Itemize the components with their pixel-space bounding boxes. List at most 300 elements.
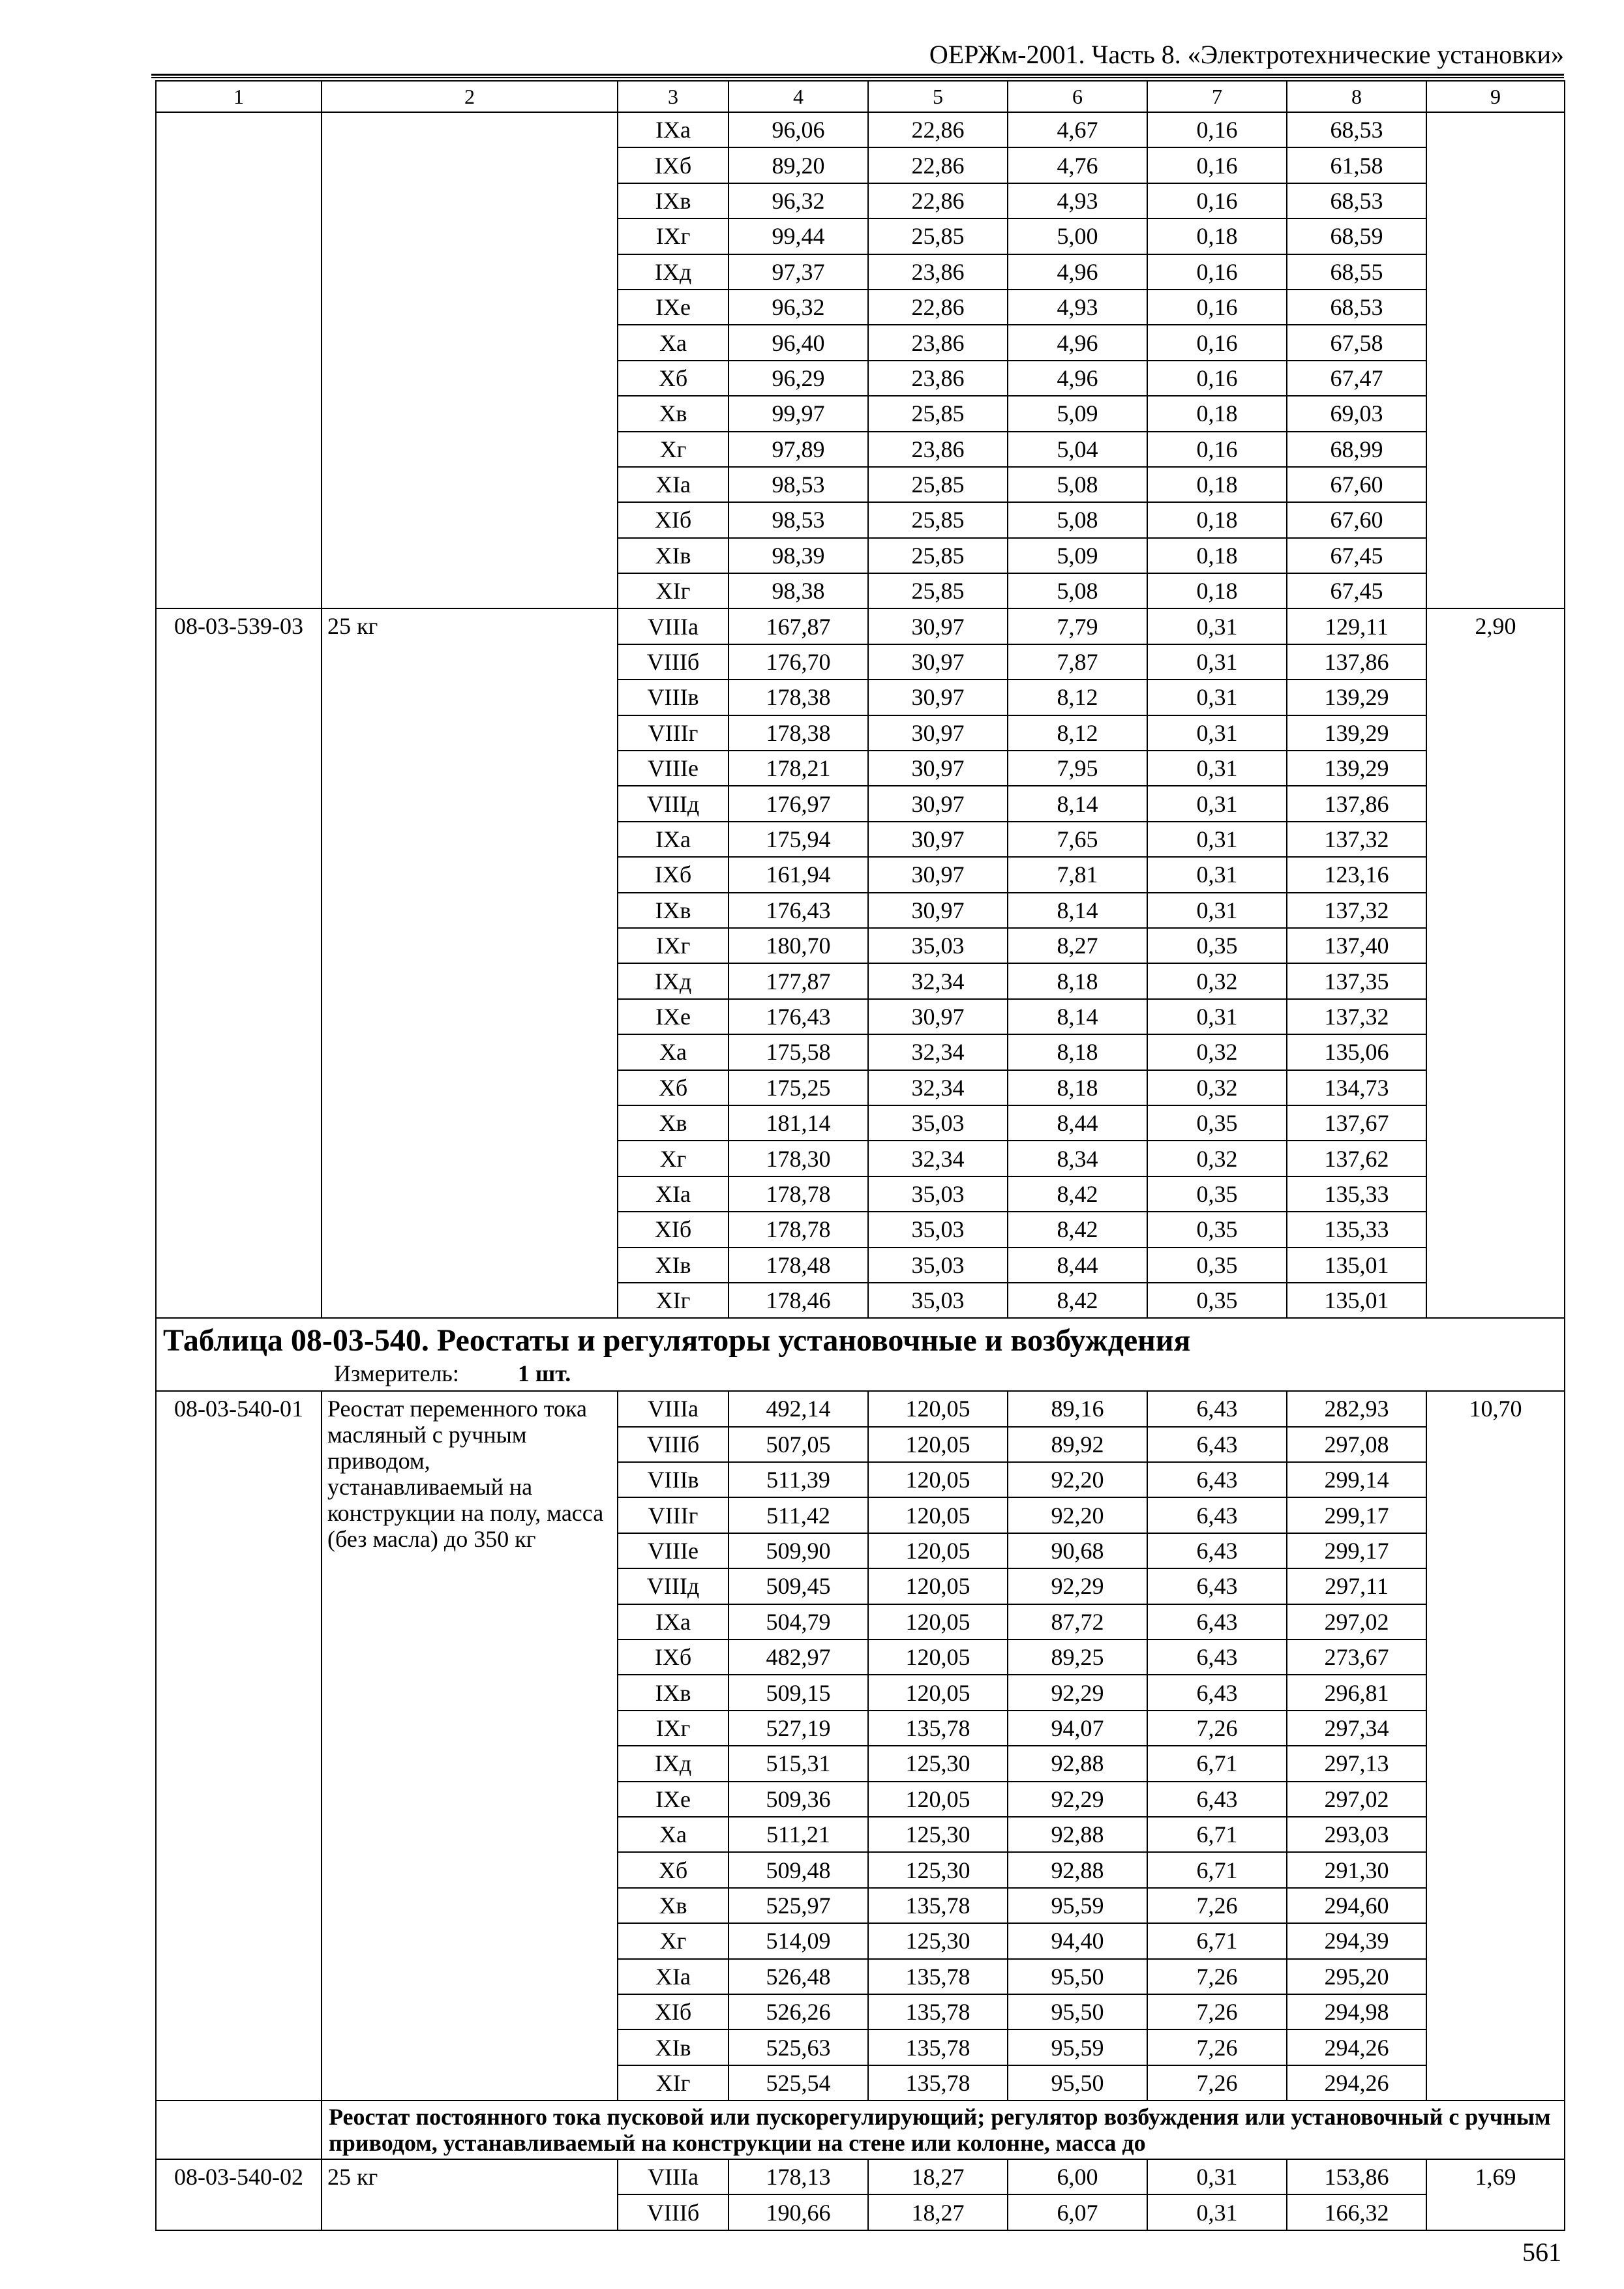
value-cell: 120,05 (868, 1604, 1008, 1639)
value-cell: 98,38 (729, 573, 868, 608)
value-cell: 0,16 (1147, 112, 1287, 147)
column-number-7: 7 (1147, 81, 1287, 112)
value-cell: 8,44 (1008, 1105, 1147, 1141)
value-cell: 8,42 (1008, 1212, 1147, 1247)
value-cell: 178,38 (729, 680, 868, 715)
value-cell: 120,05 (868, 1427, 1008, 1462)
value-cell: 25,85 (868, 467, 1008, 502)
value-cell: 7,65 (1008, 822, 1147, 857)
zone-cell: IXа (618, 1604, 729, 1639)
zone-cell: XIв (618, 538, 729, 573)
value-cell: 6,43 (1147, 1782, 1287, 1817)
value-cell: 8,44 (1008, 1248, 1147, 1283)
value-cell: 7,26 (1147, 1959, 1287, 1994)
zone-cell: VIIIе (618, 1533, 729, 1568)
value-cell: 0,16 (1147, 325, 1287, 360)
value-cell: 6,71 (1147, 1923, 1287, 1958)
zone-cell: XIа (618, 1176, 729, 1212)
value-cell: 515,31 (729, 1746, 868, 1781)
value-cell: 0,16 (1147, 361, 1287, 396)
value-cell: 7,26 (1147, 2029, 1287, 2065)
value-cell: 92,88 (1008, 1746, 1147, 1781)
value-cell: 23,86 (868, 432, 1008, 467)
zone-cell: IXе (618, 999, 729, 1034)
value-cell: 95,50 (1008, 2065, 1147, 2101)
zone-cell: VIIIе (618, 751, 729, 786)
header-divider (151, 74, 1564, 78)
value-cell: 120,05 (868, 1675, 1008, 1710)
value-cell: 4,93 (1008, 290, 1147, 325)
zone-cell: XIг (618, 1283, 729, 1318)
value-cell: 6,07 (1008, 2194, 1147, 2230)
value-cell: 30,97 (868, 715, 1008, 751)
value-cell: 35,03 (868, 1176, 1008, 1212)
value-cell: 67,60 (1287, 467, 1426, 502)
value-cell: 5,08 (1008, 502, 1147, 537)
value-cell: 175,94 (729, 822, 868, 857)
value-cell: 294,60 (1287, 1888, 1426, 1923)
value-cell: 291,30 (1287, 1852, 1426, 1887)
value-cell: 98,53 (729, 502, 868, 537)
value-cell: 135,01 (1287, 1283, 1426, 1318)
zone-cell: Xг (618, 1923, 729, 1958)
value-cell: 30,97 (868, 644, 1008, 680)
value-cell: 4,67 (1008, 112, 1147, 147)
value-cell: 30,97 (868, 893, 1008, 928)
value-cell: 0,18 (1147, 538, 1287, 573)
value-cell: 89,25 (1008, 1639, 1147, 1675)
value-cell: 0,16 (1147, 290, 1287, 325)
value-cell: 0,18 (1147, 218, 1287, 254)
value-cell: 18,27 (868, 2194, 1008, 2230)
value-cell: 176,43 (729, 893, 868, 928)
zone-cell: VIIIв (618, 1462, 729, 1497)
value-cell: 526,48 (729, 1959, 868, 1994)
value-cell: 514,09 (729, 1923, 868, 1958)
value-cell: 8,14 (1008, 786, 1147, 821)
value-cell: 137,86 (1287, 786, 1426, 821)
value-cell: 0,32 (1147, 1034, 1287, 1070)
value-cell: 7,95 (1008, 751, 1147, 786)
value-cell: 0,16 (1147, 432, 1287, 467)
value-cell: 22,86 (868, 112, 1008, 147)
value-cell: 511,42 (729, 1497, 868, 1533)
zone-cell: IXд (618, 1746, 729, 1781)
value-cell: 190,66 (729, 2194, 868, 2230)
table-title-row (156, 1318, 1565, 1391)
column-number-9: 9 (1426, 81, 1565, 112)
zone-cell: XIб (618, 1994, 729, 2029)
value-cell: 299,14 (1287, 1462, 1426, 1497)
value-cell: 525,54 (729, 2065, 868, 2101)
zone-cell: VIIIб (618, 1427, 729, 1462)
value-cell: 5,08 (1008, 573, 1147, 608)
value-cell: 7,26 (1147, 1994, 1287, 2029)
value-cell: 30,97 (868, 786, 1008, 821)
value-cell: 282,93 (1287, 1391, 1426, 1426)
value-cell: 0,31 (1147, 857, 1287, 892)
value-cell: 177,87 (729, 963, 868, 998)
zone-cell: IXб (618, 1639, 729, 1675)
zone-cell: IXг (618, 218, 729, 254)
value-cell: 0,31 (1147, 822, 1287, 857)
value-cell: 92,29 (1008, 1568, 1147, 1604)
value-cell: 120,05 (868, 1391, 1008, 1426)
value-cell: 125,30 (868, 1817, 1008, 1852)
zone-cell: VIIIа (618, 608, 729, 644)
value-cell: 0,31 (1147, 680, 1287, 715)
value-cell: 7,79 (1008, 608, 1147, 644)
zone-cell: IXв (618, 1675, 729, 1710)
value-cell: 7,81 (1008, 857, 1147, 892)
value-cell: 297,34 (1287, 1711, 1426, 1746)
zone-cell: Xг (618, 1141, 729, 1176)
value-cell: 297,13 (1287, 1746, 1426, 1781)
value-cell: 0,35 (1147, 1212, 1287, 1247)
value-cell: 178,78 (729, 1212, 868, 1247)
value-cell: 99,97 (729, 396, 868, 431)
column-number-1: 1 (156, 81, 322, 112)
value-cell: 30,97 (868, 608, 1008, 644)
value-cell: 6,43 (1147, 1391, 1287, 1426)
value-cell: 25,85 (868, 396, 1008, 431)
value-cell: 8,18 (1008, 1070, 1147, 1105)
value-cell: 8,34 (1008, 1141, 1147, 1176)
value-cell: 153,86 (1287, 2159, 1426, 2194)
rates-table (155, 80, 1565, 2231)
value-cell: 69,03 (1287, 396, 1426, 431)
col9-value (1426, 112, 1565, 608)
value-cell: 95,50 (1008, 1959, 1147, 1994)
value-cell: 137,67 (1287, 1105, 1426, 1141)
zone-cell: IXб (618, 857, 729, 892)
value-cell: 0,31 (1147, 644, 1287, 680)
value-cell: 137,62 (1287, 1141, 1426, 1176)
value-cell: 67,60 (1287, 502, 1426, 537)
value-cell: 23,86 (868, 361, 1008, 396)
col9-value: 1,69 (1426, 2159, 1565, 2230)
value-cell: 92,20 (1008, 1462, 1147, 1497)
value-cell: 293,03 (1287, 1817, 1426, 1852)
value-cell: 120,05 (868, 1782, 1008, 1817)
value-cell: 6,43 (1147, 1639, 1287, 1675)
zone-cell: XIв (618, 1248, 729, 1283)
zone-cell: IXв (618, 893, 729, 928)
value-cell: 509,15 (729, 1675, 868, 1710)
value-cell: 92,29 (1008, 1782, 1147, 1817)
value-cell: 167,87 (729, 608, 868, 644)
zone-cell: Xб (618, 1852, 729, 1887)
col9-value: 10,70 (1426, 1391, 1565, 2101)
value-cell: 68,99 (1287, 432, 1426, 467)
value-cell: 94,40 (1008, 1923, 1147, 1958)
page-header: ОЕРЖм-2001. Часть 8. «Электротехнические установки» (929, 40, 1564, 69)
value-cell: 120,05 (868, 1497, 1008, 1533)
value-cell: 297,02 (1287, 1782, 1426, 1817)
value-cell: 98,53 (729, 467, 868, 502)
value-cell: 273,67 (1287, 1639, 1426, 1675)
value-cell: 0,32 (1147, 963, 1287, 998)
value-cell: 137,86 (1287, 644, 1426, 680)
value-cell: 6,43 (1147, 1568, 1287, 1604)
value-cell: 0,16 (1147, 254, 1287, 290)
value-cell: 97,89 (729, 432, 868, 467)
value-cell: 6,71 (1147, 1746, 1287, 1781)
rate-code (156, 112, 322, 608)
zone-cell: XIг (618, 2065, 729, 2101)
zone-cell: IXе (618, 1782, 729, 1817)
value-cell: 6,43 (1147, 1604, 1287, 1639)
value-cell: 68,53 (1287, 290, 1426, 325)
zone-cell: XIа (618, 467, 729, 502)
value-cell: 135,78 (868, 1994, 1008, 2029)
zone-cell: XIа (618, 1959, 729, 1994)
value-cell: 0,35 (1147, 1283, 1287, 1318)
subheading: Реостат постоянного тока пусковой или пускорегулирующий; регулятор возбуждения или установочный с ручным приводом, устанавливаемый на конструкции на стене или колонне, масса до (322, 2101, 1565, 2159)
value-cell: 0,31 (1147, 715, 1287, 751)
zone-cell: IXв (618, 183, 729, 218)
item-name: 25 кг (322, 608, 618, 1318)
value-cell: 8,42 (1008, 1176, 1147, 1212)
value-cell: 67,47 (1287, 361, 1426, 396)
value-cell: 68,59 (1287, 218, 1426, 254)
column-number-4: 4 (729, 81, 868, 112)
value-cell: 96,06 (729, 112, 868, 147)
value-cell: 32,34 (868, 963, 1008, 998)
value-cell: 5,04 (1008, 432, 1147, 467)
value-cell: 25,85 (868, 218, 1008, 254)
zone-cell: IXд (618, 254, 729, 290)
zone-cell: VIIIг (618, 1497, 729, 1533)
value-cell: 511,21 (729, 1817, 868, 1852)
value-cell: 0,31 (1147, 2159, 1287, 2194)
value-cell: 5,00 (1008, 218, 1147, 254)
zone-cell: VIIIб (618, 2194, 729, 2230)
value-cell: 4,96 (1008, 325, 1147, 360)
value-cell: 137,32 (1287, 822, 1426, 857)
value-cell: 181,14 (729, 1105, 868, 1141)
value-cell: 30,97 (868, 857, 1008, 892)
value-cell: 178,13 (729, 2159, 868, 2194)
value-cell: 68,55 (1287, 254, 1426, 290)
value-cell: 120,05 (868, 1568, 1008, 1604)
value-cell: 6,71 (1147, 1817, 1287, 1852)
zone-cell: Xб (618, 361, 729, 396)
value-cell: 135,33 (1287, 1176, 1426, 1212)
value-cell: 35,03 (868, 928, 1008, 963)
value-cell: 99,44 (729, 218, 868, 254)
value-cell: 176,70 (729, 644, 868, 680)
value-cell: 137,32 (1287, 999, 1426, 1034)
value-cell: 25,85 (868, 573, 1008, 608)
value-cell: 4,93 (1008, 183, 1147, 218)
value-cell: 294,98 (1287, 1994, 1426, 2029)
value-cell: 6,43 (1147, 1497, 1287, 1533)
zone-cell: Xа (618, 1817, 729, 1852)
zone-cell: VIIIв (618, 680, 729, 715)
value-cell: 0,35 (1147, 928, 1287, 963)
value-cell: 22,86 (868, 183, 1008, 218)
zone-cell: XIв (618, 2029, 729, 2065)
value-cell: 35,03 (868, 1283, 1008, 1318)
value-cell: 0,31 (1147, 786, 1287, 821)
value-cell: 137,35 (1287, 963, 1426, 998)
value-cell: 176,97 (729, 786, 868, 821)
table-title-cell (156, 1318, 1565, 1391)
value-cell: 4,96 (1008, 361, 1147, 396)
column-number-6: 6 (1008, 81, 1147, 112)
value-cell: 96,32 (729, 183, 868, 218)
value-cell: 527,19 (729, 1711, 868, 1746)
value-cell: 7,26 (1147, 1888, 1287, 1923)
value-cell: 89,20 (729, 147, 868, 183)
value-cell: 482,97 (729, 1639, 868, 1675)
zone-cell: IXб (618, 147, 729, 183)
value-cell: 30,97 (868, 751, 1008, 786)
measure-value: 1 шт. (517, 1360, 571, 1387)
value-cell: 5,09 (1008, 396, 1147, 431)
value-cell: 139,29 (1287, 715, 1426, 751)
value-cell: 68,53 (1287, 183, 1426, 218)
value-cell: 8,18 (1008, 1034, 1147, 1070)
value-cell: 125,30 (868, 1852, 1008, 1887)
value-cell: 96,32 (729, 290, 868, 325)
zone-cell: IXг (618, 928, 729, 963)
value-cell: 0,31 (1147, 2194, 1287, 2230)
value-cell: 120,05 (868, 1462, 1008, 1497)
value-cell: 92,88 (1008, 1852, 1147, 1887)
value-cell: 95,50 (1008, 1994, 1147, 2029)
table-body (156, 81, 1565, 2230)
value-cell: 0,16 (1147, 183, 1287, 218)
column-numbers-row (156, 81, 1565, 112)
zone-cell: XIб (618, 1212, 729, 1247)
value-cell: 32,34 (868, 1034, 1008, 1070)
zone-cell: IXа (618, 112, 729, 147)
value-cell: 0,18 (1147, 467, 1287, 502)
value-cell: 135,33 (1287, 1212, 1426, 1247)
zone-cell: IXе (618, 290, 729, 325)
zone-cell: VIIIб (618, 644, 729, 680)
value-cell: 297,08 (1287, 1427, 1426, 1462)
table-title: Таблица 08-03-540. Реостаты и регуляторы установочные и возбуждения (163, 1323, 1191, 1358)
table-row (156, 2159, 1565, 2194)
value-cell: 178,38 (729, 715, 868, 751)
item-name (322, 112, 618, 608)
value-cell: 98,39 (729, 538, 868, 573)
value-cell: 0,16 (1147, 147, 1287, 183)
value-cell: 92,20 (1008, 1497, 1147, 1533)
value-cell: 35,03 (868, 1105, 1008, 1141)
subheading-row (156, 2101, 1565, 2159)
value-cell: 68,53 (1287, 112, 1426, 147)
value-cell: 89,92 (1008, 1427, 1147, 1462)
value-cell: 161,94 (729, 857, 868, 892)
value-cell: 30,97 (868, 999, 1008, 1034)
value-cell: 23,86 (868, 325, 1008, 360)
value-cell: 504,79 (729, 1604, 868, 1639)
value-cell: 137,32 (1287, 893, 1426, 928)
value-cell: 135,78 (868, 1711, 1008, 1746)
value-cell: 67,45 (1287, 538, 1426, 573)
table-row (156, 112, 1565, 147)
value-cell: 92,88 (1008, 1817, 1147, 1852)
zone-cell: VIIIа (618, 1391, 729, 1426)
value-cell: 178,30 (729, 1141, 868, 1176)
value-cell: 135,78 (868, 2065, 1008, 2101)
zone-cell: VIIIд (618, 1568, 729, 1604)
value-cell: 135,01 (1287, 1248, 1426, 1283)
value-cell: 123,16 (1287, 857, 1426, 892)
value-cell: 135,06 (1287, 1034, 1426, 1070)
value-cell: 4,96 (1008, 254, 1147, 290)
value-cell: 525,63 (729, 2029, 868, 2065)
column-number-2: 2 (322, 81, 618, 112)
value-cell: 297,02 (1287, 1604, 1426, 1639)
value-cell: 67,58 (1287, 325, 1426, 360)
item-name: 25 кг (322, 2159, 618, 2230)
value-cell: 4,76 (1008, 147, 1147, 183)
value-cell: 8,14 (1008, 893, 1147, 928)
page-number: 561 (1522, 2237, 1561, 2267)
value-cell: 35,03 (868, 1248, 1008, 1283)
zone-cell: Xб (618, 1070, 729, 1105)
value-cell: 509,48 (729, 1852, 868, 1887)
zone-cell: IXа (618, 822, 729, 857)
value-cell: 90,68 (1008, 1533, 1147, 1568)
value-cell: 0,35 (1147, 1105, 1287, 1141)
value-cell: 525,97 (729, 1888, 868, 1923)
zone-cell: VIIIг (618, 715, 729, 751)
value-cell: 0,32 (1147, 1070, 1287, 1105)
value-cell: 23,86 (868, 254, 1008, 290)
value-cell: 139,29 (1287, 751, 1426, 786)
value-cell: 0,35 (1147, 1176, 1287, 1212)
value-cell: 135,78 (868, 2029, 1008, 2065)
value-cell: 6,43 (1147, 1462, 1287, 1497)
value-cell: 137,40 (1287, 928, 1426, 963)
column-number-5: 5 (868, 81, 1008, 112)
value-cell: 299,17 (1287, 1533, 1426, 1568)
value-cell: 509,36 (729, 1782, 868, 1817)
value-cell: 178,78 (729, 1176, 868, 1212)
value-cell: 8,12 (1008, 715, 1147, 751)
col9-value: 2,90 (1426, 608, 1565, 1318)
value-cell: 129,11 (1287, 608, 1426, 644)
value-cell: 125,30 (868, 1923, 1008, 1958)
value-cell: 295,20 (1287, 1959, 1426, 1994)
value-cell: 175,25 (729, 1070, 868, 1105)
value-cell: 6,43 (1147, 1533, 1287, 1568)
value-cell: 6,43 (1147, 1427, 1287, 1462)
value-cell: 8,27 (1008, 928, 1147, 963)
value-cell: 96,40 (729, 325, 868, 360)
value-cell: 22,86 (868, 290, 1008, 325)
value-cell: 6,43 (1147, 1675, 1287, 1710)
value-cell: 120,05 (868, 1639, 1008, 1675)
value-cell: 125,30 (868, 1746, 1008, 1781)
value-cell: 8,12 (1008, 680, 1147, 715)
zone-cell: XIб (618, 502, 729, 537)
value-cell: 35,03 (868, 1212, 1008, 1247)
value-cell: 5,08 (1008, 467, 1147, 502)
value-cell: 297,11 (1287, 1568, 1426, 1604)
value-cell: 166,32 (1287, 2194, 1426, 2230)
value-cell: 97,37 (729, 254, 868, 290)
value-cell: 7,26 (1147, 1711, 1287, 1746)
value-cell: 8,18 (1008, 963, 1147, 998)
value-cell: 509,90 (729, 1533, 868, 1568)
